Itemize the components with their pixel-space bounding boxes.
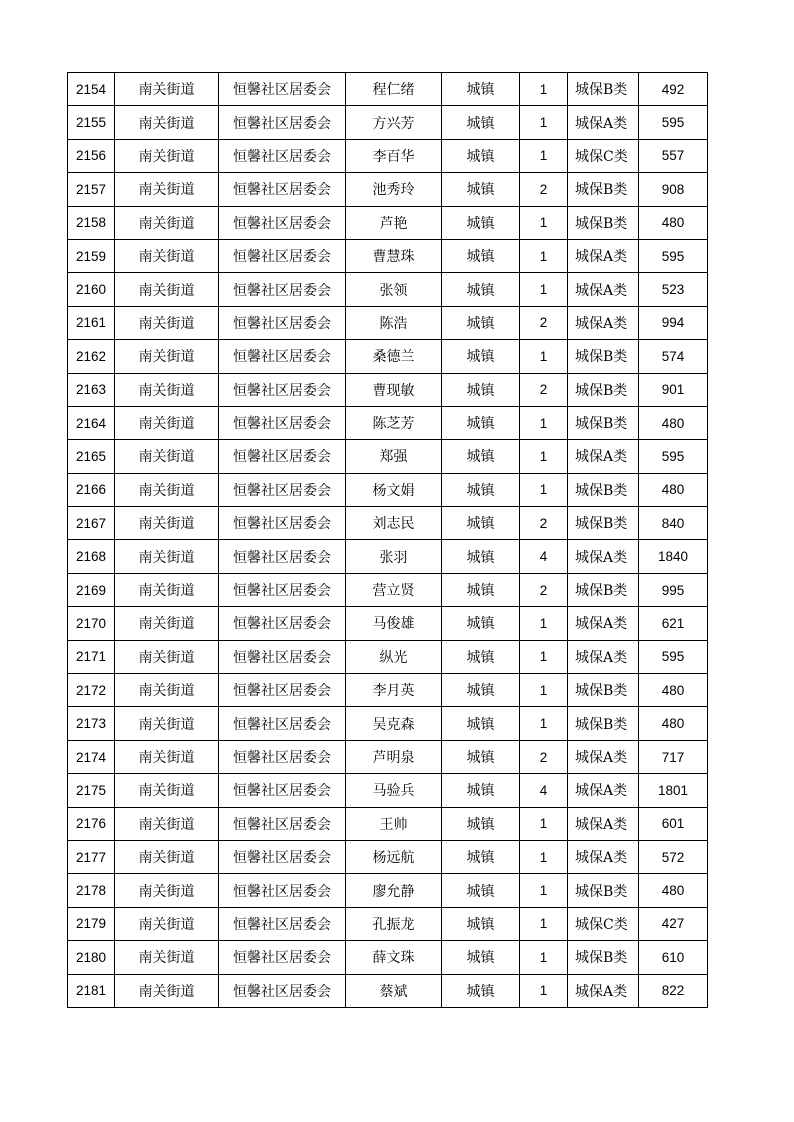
table-row: [68, 807, 708, 840]
subdistrict-cell: 南关街道: [115, 540, 219, 573]
area-type-cell: 城镇: [442, 406, 520, 439]
area-type-cell: 城镇: [442, 340, 520, 373]
benefit-category-cell: 城保A类: [568, 306, 639, 339]
table-row: [68, 907, 708, 940]
table-row: [68, 874, 708, 907]
name-cell: 桑德兰: [346, 340, 442, 373]
subdistrict-cell: 南关街道: [115, 306, 219, 339]
area-type-cell: 城镇: [442, 941, 520, 974]
name-cell: 蔡斌: [346, 974, 442, 1007]
subdistrict-cell: 南关街道: [115, 640, 219, 673]
household-size-cell: 1: [520, 106, 568, 139]
household-size-cell: 2: [520, 507, 568, 540]
benefit-category-cell: 城保B类: [568, 373, 639, 406]
area-type-cell: 城镇: [442, 373, 520, 406]
table-row: [68, 941, 708, 974]
area-type-cell: 城镇: [442, 840, 520, 873]
name-cell: 马验兵: [346, 774, 442, 807]
subdistrict-cell: 南关街道: [115, 674, 219, 707]
name-cell: 刘志民: [346, 507, 442, 540]
community-cell: 恒馨社区居委会: [219, 239, 346, 272]
amount-cell: 595: [639, 106, 708, 139]
name-cell: 孔振龙: [346, 907, 442, 940]
household-size-cell: 1: [520, 273, 568, 306]
community-cell: 恒馨社区居委会: [219, 707, 346, 740]
subdistrict-cell: 南关街道: [115, 373, 219, 406]
subdistrict-cell: 南关街道: [115, 173, 219, 206]
table-row: [68, 674, 708, 707]
subdistrict-cell: 南关街道: [115, 840, 219, 873]
area-type-cell: 城镇: [442, 273, 520, 306]
record-number-cell: 2166: [68, 473, 115, 506]
benefit-category-cell: 城保B类: [568, 941, 639, 974]
amount-cell: 995: [639, 573, 708, 606]
community-cell: 恒馨社区居委会: [219, 640, 346, 673]
record-number-cell: 2177: [68, 840, 115, 873]
name-cell: 杨文娟: [346, 473, 442, 506]
subdistrict-cell: 南关街道: [115, 740, 219, 773]
record-number-cell: 2162: [68, 340, 115, 373]
amount-cell: 480: [639, 707, 708, 740]
household-size-cell: 2: [520, 173, 568, 206]
area-type-cell: 城镇: [442, 206, 520, 239]
subdistrict-cell: 南关街道: [115, 907, 219, 940]
record-number-cell: 2172: [68, 674, 115, 707]
household-size-cell: 1: [520, 440, 568, 473]
record-number-cell: 2155: [68, 106, 115, 139]
record-number-cell: 2171: [68, 640, 115, 673]
amount-cell: 480: [639, 473, 708, 506]
record-number-cell: 2173: [68, 707, 115, 740]
name-cell: 程仁绪: [346, 73, 442, 106]
area-type-cell: 城镇: [442, 707, 520, 740]
table-row: [68, 540, 708, 573]
benefit-category-cell: 城保A类: [568, 740, 639, 773]
household-size-cell: 4: [520, 540, 568, 573]
amount-cell: 1801: [639, 774, 708, 807]
benefit-category-cell: 城保A类: [568, 840, 639, 873]
benefit-category-cell: 城保B类: [568, 707, 639, 740]
name-cell: 张领: [346, 273, 442, 306]
name-cell: 方兴芳: [346, 106, 442, 139]
amount-cell: 557: [639, 139, 708, 172]
community-cell: 恒馨社区居委会: [219, 473, 346, 506]
amount-cell: 908: [639, 173, 708, 206]
name-cell: 芦艳: [346, 206, 442, 239]
community-cell: 恒馨社区居委会: [219, 807, 346, 840]
subdistrict-cell: 南关街道: [115, 874, 219, 907]
benefit-category-cell: 城保A类: [568, 239, 639, 272]
table-row: [68, 406, 708, 439]
record-number-cell: 2163: [68, 373, 115, 406]
community-cell: 恒馨社区居委会: [219, 139, 346, 172]
amount-cell: 822: [639, 974, 708, 1007]
record-number-cell: 2179: [68, 907, 115, 940]
household-size-cell: 1: [520, 340, 568, 373]
benefit-category-cell: 城保B类: [568, 340, 639, 373]
community-cell: 恒馨社区居委会: [219, 273, 346, 306]
community-cell: 恒馨社区居委会: [219, 507, 346, 540]
subdistrict-cell: 南关街道: [115, 707, 219, 740]
table-row: [68, 273, 708, 306]
community-cell: 恒馨社区居委会: [219, 907, 346, 940]
record-number-cell: 2170: [68, 607, 115, 640]
area-type-cell: 城镇: [442, 173, 520, 206]
subdistrict-cell: 南关街道: [115, 406, 219, 439]
area-type-cell: 城镇: [442, 740, 520, 773]
table-row: [68, 306, 708, 339]
household-size-cell: 1: [520, 73, 568, 106]
amount-cell: 601: [639, 807, 708, 840]
table-row: [68, 173, 708, 206]
area-type-cell: 城镇: [442, 674, 520, 707]
community-cell: 恒馨社区居委会: [219, 206, 346, 239]
household-size-cell: 1: [520, 607, 568, 640]
household-size-cell: 2: [520, 373, 568, 406]
subdistrict-cell: 南关街道: [115, 607, 219, 640]
record-number-cell: 2154: [68, 73, 115, 106]
amount-cell: 427: [639, 907, 708, 940]
table-row: [68, 139, 708, 172]
record-number-cell: 2178: [68, 874, 115, 907]
benefit-category-cell: 城保B类: [568, 206, 639, 239]
household-size-cell: 4: [520, 774, 568, 807]
benefit-category-cell: 城保B类: [568, 874, 639, 907]
subdistrict-cell: 南关街道: [115, 807, 219, 840]
name-cell: 李百华: [346, 139, 442, 172]
benefit-category-cell: 城保A类: [568, 974, 639, 1007]
table-row: [68, 340, 708, 373]
household-size-cell: 1: [520, 674, 568, 707]
household-size-cell: 2: [520, 740, 568, 773]
community-cell: 恒馨社区居委会: [219, 406, 346, 439]
area-type-cell: 城镇: [442, 507, 520, 540]
benefit-category-cell: 城保B类: [568, 173, 639, 206]
benefit-category-cell: 城保B类: [568, 73, 639, 106]
name-cell: 芦明泉: [346, 740, 442, 773]
record-number-cell: 2180: [68, 941, 115, 974]
community-cell: 恒馨社区居委会: [219, 73, 346, 106]
name-cell: 薛文珠: [346, 941, 442, 974]
household-size-cell: 1: [520, 640, 568, 673]
amount-cell: 523: [639, 273, 708, 306]
table-row: [68, 440, 708, 473]
benefit-category-cell: 城保A类: [568, 774, 639, 807]
subdistrict-cell: 南关街道: [115, 206, 219, 239]
record-number-cell: 2169: [68, 573, 115, 606]
benefit-category-cell: 城保A类: [568, 607, 639, 640]
record-number-cell: 2161: [68, 306, 115, 339]
name-cell: 张羽: [346, 540, 442, 573]
area-type-cell: 城镇: [442, 239, 520, 272]
area-type-cell: 城镇: [442, 106, 520, 139]
community-cell: 恒馨社区居委会: [219, 674, 346, 707]
household-size-cell: 1: [520, 473, 568, 506]
benefit-category-cell: 城保B类: [568, 674, 639, 707]
record-number-cell: 2181: [68, 974, 115, 1007]
amount-cell: 994: [639, 306, 708, 339]
subdistrict-cell: 南关街道: [115, 106, 219, 139]
amount-cell: 621: [639, 607, 708, 640]
record-number-cell: 2158: [68, 206, 115, 239]
amount-cell: 595: [639, 640, 708, 673]
household-size-cell: 1: [520, 907, 568, 940]
record-number-cell: 2160: [68, 273, 115, 306]
benefit-category-cell: 城保A类: [568, 807, 639, 840]
household-size-cell: 2: [520, 573, 568, 606]
area-type-cell: 城镇: [442, 974, 520, 1007]
record-number-cell: 2165: [68, 440, 115, 473]
household-size-cell: 1: [520, 840, 568, 873]
beneficiary-table: [67, 72, 708, 1008]
benefit-category-cell: 城保C类: [568, 907, 639, 940]
name-cell: 王帅: [346, 807, 442, 840]
table-row: [68, 607, 708, 640]
area-type-cell: 城镇: [442, 874, 520, 907]
name-cell: 陈芝芳: [346, 406, 442, 439]
community-cell: 恒馨社区居委会: [219, 440, 346, 473]
benefit-category-cell: 城保A类: [568, 440, 639, 473]
amount-cell: 480: [639, 206, 708, 239]
amount-cell: 572: [639, 840, 708, 873]
area-type-cell: 城镇: [442, 640, 520, 673]
community-cell: 恒馨社区居委会: [219, 740, 346, 773]
amount-cell: 1840: [639, 540, 708, 573]
subdistrict-cell: 南关街道: [115, 941, 219, 974]
amount-cell: 574: [639, 340, 708, 373]
table-body: [68, 73, 708, 1008]
household-size-cell: 1: [520, 941, 568, 974]
name-cell: 池秀玲: [346, 173, 442, 206]
household-size-cell: 2: [520, 306, 568, 339]
name-cell: 曹现敏: [346, 373, 442, 406]
household-size-cell: 1: [520, 206, 568, 239]
name-cell: 吴克森: [346, 707, 442, 740]
table-row: [68, 974, 708, 1007]
table-row: [68, 640, 708, 673]
area-type-cell: 城镇: [442, 73, 520, 106]
community-cell: 恒馨社区居委会: [219, 607, 346, 640]
name-cell: 马俊雄: [346, 607, 442, 640]
benefit-category-cell: 城保A类: [568, 106, 639, 139]
name-cell: 曹慧珠: [346, 239, 442, 272]
amount-cell: 840: [639, 507, 708, 540]
amount-cell: 595: [639, 239, 708, 272]
community-cell: 恒馨社区居委会: [219, 840, 346, 873]
name-cell: 廖允静: [346, 874, 442, 907]
subdistrict-cell: 南关街道: [115, 573, 219, 606]
amount-cell: 595: [639, 440, 708, 473]
community-cell: 恒馨社区居委会: [219, 573, 346, 606]
name-cell: 陈浩: [346, 306, 442, 339]
area-type-cell: 城镇: [442, 573, 520, 606]
community-cell: 恒馨社区居委会: [219, 373, 346, 406]
household-size-cell: 1: [520, 707, 568, 740]
record-number-cell: 2157: [68, 173, 115, 206]
subdistrict-cell: 南关街道: [115, 340, 219, 373]
benefit-category-cell: 城保B类: [568, 573, 639, 606]
table-row: [68, 707, 708, 740]
record-number-cell: 2159: [68, 239, 115, 272]
area-type-cell: 城镇: [442, 473, 520, 506]
table-row: [68, 206, 708, 239]
community-cell: 恒馨社区居委会: [219, 974, 346, 1007]
area-type-cell: 城镇: [442, 774, 520, 807]
area-type-cell: 城镇: [442, 607, 520, 640]
benefit-category-cell: 城保A类: [568, 640, 639, 673]
name-cell: 李月英: [346, 674, 442, 707]
community-cell: 恒馨社区居委会: [219, 173, 346, 206]
record-number-cell: 2176: [68, 807, 115, 840]
subdistrict-cell: 南关街道: [115, 273, 219, 306]
community-cell: 恒馨社区居委会: [219, 874, 346, 907]
community-cell: 恒馨社区居委会: [219, 106, 346, 139]
record-number-cell: 2175: [68, 774, 115, 807]
amount-cell: 901: [639, 373, 708, 406]
subdistrict-cell: 南关街道: [115, 473, 219, 506]
amount-cell: 717: [639, 740, 708, 773]
record-number-cell: 2156: [68, 139, 115, 172]
record-number-cell: 2174: [68, 740, 115, 773]
table-row: [68, 239, 708, 272]
household-size-cell: 1: [520, 807, 568, 840]
subdistrict-cell: 南关街道: [115, 139, 219, 172]
community-cell: 恒馨社区居委会: [219, 306, 346, 339]
table-row: [68, 573, 708, 606]
area-type-cell: 城镇: [442, 907, 520, 940]
subdistrict-cell: 南关街道: [115, 974, 219, 1007]
record-number-cell: 2167: [68, 507, 115, 540]
subdistrict-cell: 南关街道: [115, 507, 219, 540]
record-number-cell: 2168: [68, 540, 115, 573]
community-cell: 恒馨社区居委会: [219, 540, 346, 573]
name-cell: 杨远航: [346, 840, 442, 873]
subdistrict-cell: 南关街道: [115, 774, 219, 807]
benefit-category-cell: 城保B类: [568, 406, 639, 439]
benefit-category-cell: 城保B类: [568, 507, 639, 540]
table-row: [68, 373, 708, 406]
table-row: [68, 473, 708, 506]
subdistrict-cell: 南关街道: [115, 239, 219, 272]
table-row: [68, 507, 708, 540]
table-row: [68, 774, 708, 807]
household-size-cell: 1: [520, 239, 568, 272]
name-cell: 纵光: [346, 640, 442, 673]
benefit-category-cell: 城保A类: [568, 540, 639, 573]
amount-cell: 480: [639, 406, 708, 439]
household-size-cell: 1: [520, 406, 568, 439]
household-size-cell: 1: [520, 874, 568, 907]
subdistrict-cell: 南关街道: [115, 440, 219, 473]
area-type-cell: 城镇: [442, 306, 520, 339]
area-type-cell: 城镇: [442, 440, 520, 473]
area-type-cell: 城镇: [442, 807, 520, 840]
table-row: [68, 73, 708, 106]
community-cell: 恒馨社区居委会: [219, 774, 346, 807]
amount-cell: 610: [639, 941, 708, 974]
name-cell: 郑强: [346, 440, 442, 473]
record-number-cell: 2164: [68, 406, 115, 439]
community-cell: 恒馨社区居委会: [219, 941, 346, 974]
area-type-cell: 城镇: [442, 540, 520, 573]
table-row: [68, 106, 708, 139]
table-row: [68, 840, 708, 873]
household-size-cell: 1: [520, 139, 568, 172]
community-cell: 恒馨社区居委会: [219, 340, 346, 373]
benefit-category-cell: 城保B类: [568, 473, 639, 506]
benefit-category-cell: 城保C类: [568, 139, 639, 172]
amount-cell: 492: [639, 73, 708, 106]
benefit-category-cell: 城保A类: [568, 273, 639, 306]
name-cell: 营立贤: [346, 573, 442, 606]
subdistrict-cell: 南关街道: [115, 73, 219, 106]
area-type-cell: 城镇: [442, 139, 520, 172]
table-row: [68, 740, 708, 773]
household-size-cell: 1: [520, 974, 568, 1007]
amount-cell: 480: [639, 674, 708, 707]
amount-cell: 480: [639, 874, 708, 907]
